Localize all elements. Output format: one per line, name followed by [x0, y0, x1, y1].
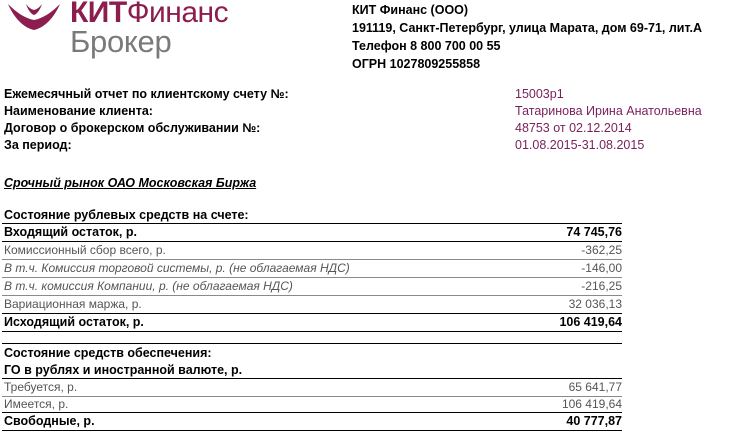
collateral-header-label: Состояние средств обеспечения: — [4, 346, 212, 360]
collateral-subheader-label: ГО в рублях и иностранной валюте, р. — [4, 363, 243, 377]
contract-label: Договор о брокерском обслуживании №: — [4, 121, 261, 135]
company-commission-value: -216,25 — [581, 279, 622, 293]
ruble-funds-header — [2, 207, 622, 224]
table-row — [2, 396, 622, 413]
company-commission-label: В т.ч. комиссия Компании, р. (не облагаемая НДС) — [4, 279, 293, 293]
free-funds-value: 40 777,87 — [566, 414, 622, 428]
table-row — [2, 296, 622, 313]
exchange-commission-value: -146,00 — [581, 261, 622, 275]
company-details — [352, 1, 702, 73]
company-phone: Телефон 8 800 700 00 55 — [352, 39, 501, 53]
table-row — [2, 242, 622, 259]
opening-balance-label: Входящий остаток, р. — [4, 225, 137, 239]
period-label: За период: — [4, 138, 72, 152]
closing-balance-value: 106 419,64 — [559, 315, 622, 329]
account-number-label: Ежемесячный отчет по клиентскому счету №: — [4, 87, 289, 101]
company-ogrn: ОГРН 1027809255858 — [352, 57, 481, 71]
divider — [2, 343, 622, 344]
table-row — [2, 314, 622, 331]
company-address: 191119, Санкт-Петербург, улица Марата, дом 69-71, лит.А — [352, 21, 702, 35]
available-value: 106 419,64 — [561, 397, 622, 411]
commission-total-label: Комиссионный сбор всего, р. — [4, 243, 166, 257]
client-name-value: Татаринова Ирина Анатольевна — [515, 104, 702, 118]
table-row — [2, 260, 622, 277]
variation-margin-label: Вариационная маржа, р. — [4, 297, 142, 311]
variation-margin-value: 32 036,13 — [568, 297, 622, 311]
company-name: КИТ Финанс (ООО) — [352, 3, 469, 17]
account-number-value: 15003р1 — [515, 87, 564, 101]
table-row — [2, 413, 622, 430]
available-label: Имеется, р. — [4, 397, 69, 411]
market-title: Срочный рынок ОАО Московская Биржа — [4, 176, 257, 190]
divider — [2, 430, 622, 431]
required-label: Требуется, р. — [4, 380, 78, 394]
opening-balance-value: 74 745,76 — [566, 225, 622, 239]
table-row — [2, 379, 622, 396]
brand-logo-icon — [6, 2, 62, 32]
collateral-subheader — [2, 362, 622, 379]
brand-name-regular: Финанс — [126, 0, 229, 29]
period-value: 01.08.2015-31.08.2015 — [515, 138, 645, 152]
brand-subtitle: Брокер — [70, 24, 172, 59]
exchange-commission-label: В т.ч. Комиссия торговой системы, р. (не облагаемая НДС) — [4, 261, 350, 275]
table-row — [2, 278, 622, 295]
ruble-funds-header-label: Состояние рублевых средств на счете: — [4, 208, 249, 222]
closing-balance-label: Исходящий остаток, р. — [4, 315, 144, 329]
required-value: 65 641,77 — [568, 380, 622, 394]
client-name-label: Наименование клиента: — [4, 104, 153, 118]
contract-value: 48753 от 02.12.2014 — [515, 121, 632, 135]
brand-name-bold: КИТ — [70, 0, 127, 29]
divider — [2, 331, 622, 332]
free-funds-label: Свободные, р. — [4, 414, 95, 428]
table-row — [2, 224, 622, 241]
collateral-header — [2, 345, 622, 362]
commission-total-value: -362,25 — [581, 243, 622, 257]
